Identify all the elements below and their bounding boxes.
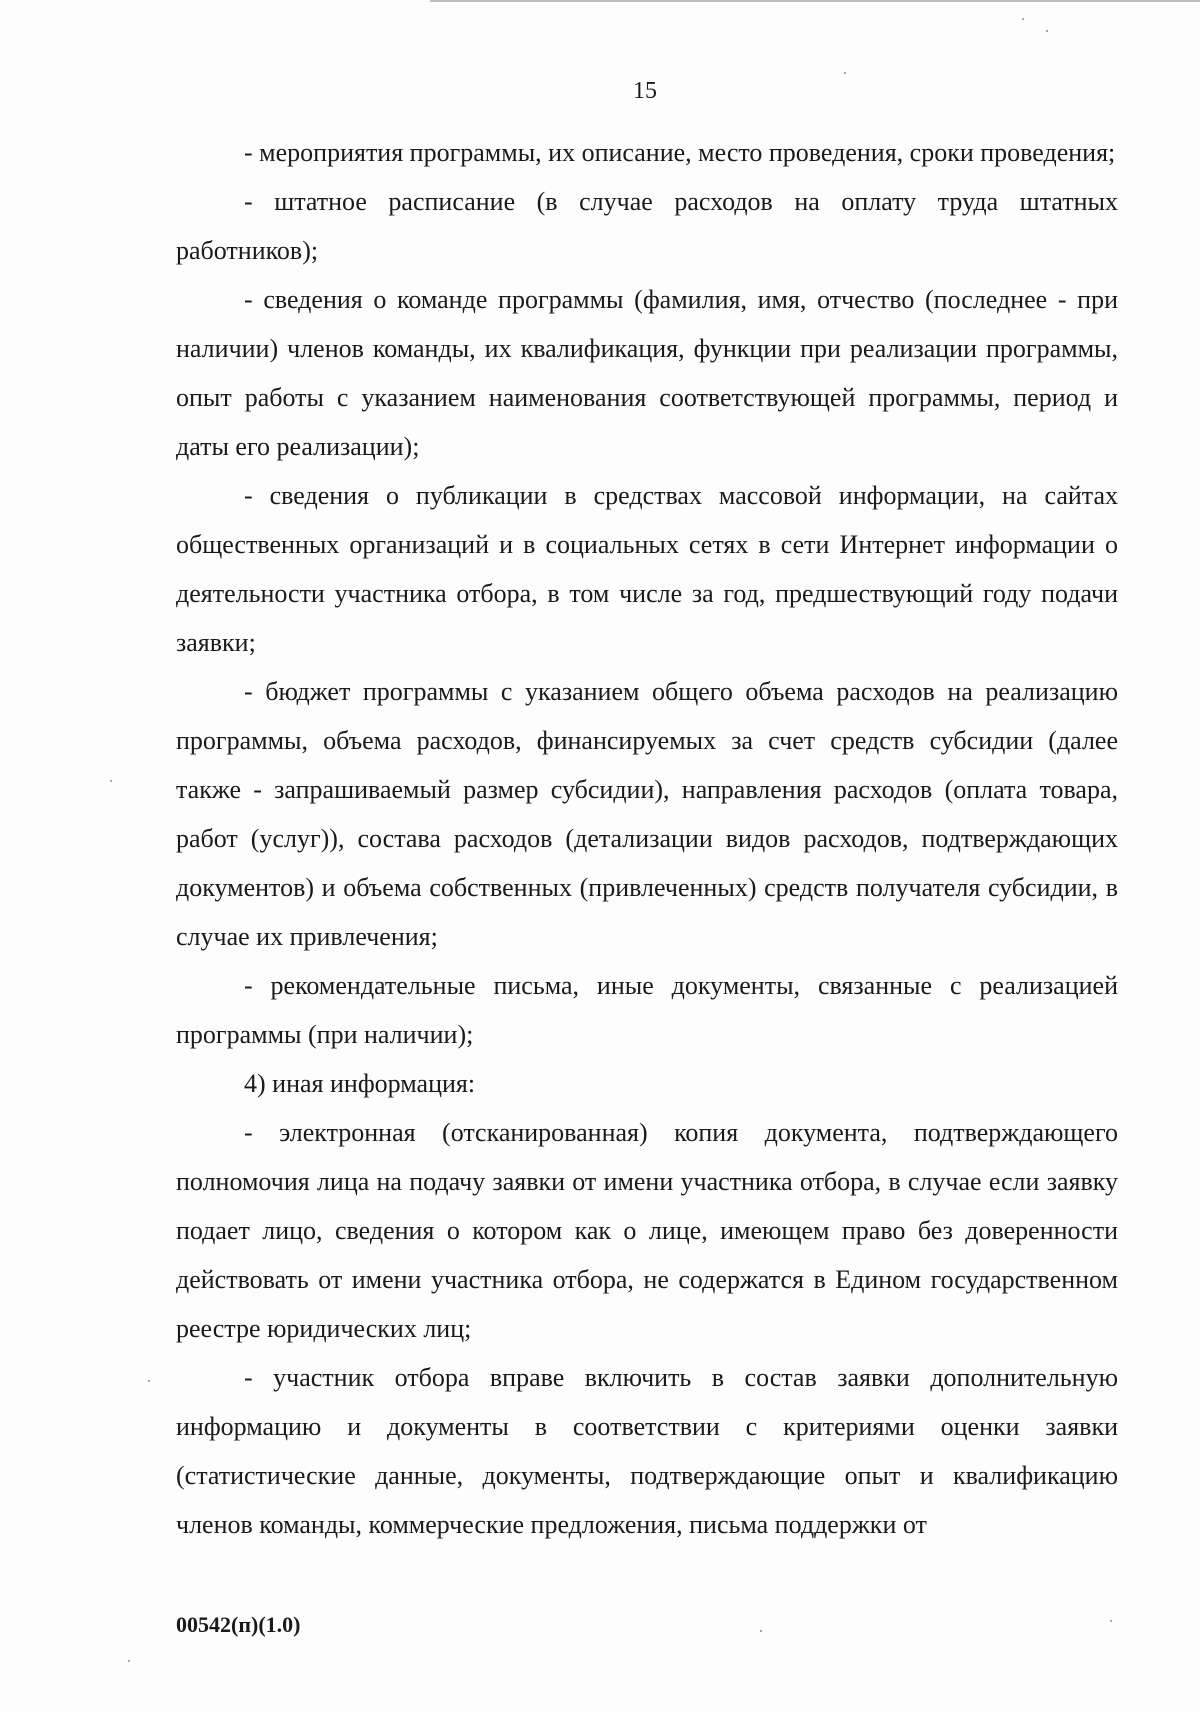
scan-speck (1046, 30, 1048, 32)
scan-speck (110, 780, 112, 782)
paragraph-recommendation-letters: - рекомендательные письма, иные документы, связанные с реализацией программы (при наличии); (176, 971, 1118, 1049)
document-body (176, 128, 1118, 1549)
paragraph-media-publications: - сведения о публикации в средствах массовой информации, на сайтах общественных организаций и в социальных сетях в сети Интернет информации о деятельности участника отбора, в том числе за год, предшествующий году подачи заявки; (176, 481, 1118, 657)
paragraph-authority-document: - электронная (отсканированная) копия документа, подтверждающего полномочия лица на подачу заявки от имени участника отбора, в случае если заявку подает лицо, сведения о котором как о лице, имеющем право без доверенности действовать от имени участника отбора, не содержатся в Едином государственном реестре юридических лиц; (176, 1118, 1118, 1343)
page-number: 15 (633, 78, 657, 104)
scan-speck (1110, 1620, 1112, 1622)
scan-speck (1022, 18, 1024, 20)
scan-speck (128, 1660, 130, 1662)
paragraph-program-budget: - бюджет программы с указанием общего объема расходов на реализацию программы, объема расходов, финансируемых за счет средств субсидии (далее также - запрашиваемый размер субсидии), направления расходов (оплата товара, работ (услуг)), состава расходов (детализации видов расходов, подтверждающих документов) и объема собственных (привлеченных) средств получателя субсидии, в случае их привлечения; (176, 677, 1118, 951)
scan-speck (760, 1630, 762, 1632)
scan-speck (844, 72, 846, 74)
scan-top-edge (430, 0, 1200, 2)
paragraph-other-info-heading: 4) иная информация: (244, 1069, 476, 1098)
paragraph-team-info: - сведения о команде программы (фамилия, имя, отчество (последнее - при наличии) членов команды, их квалификация, функции при реализации программы, опыт работы с указанием наименования соответствующей программы, период и даты его реализации); (176, 285, 1118, 461)
document-footer-code: 00542(п)(1.0) (176, 1612, 301, 1637)
paragraph-program-events: - мероприятия программы, их описание, место проведения, сроки проведения; (244, 138, 1116, 167)
scan-speck (148, 1380, 150, 1382)
paragraph-additional-documents: - участник отбора вправе включить в состав заявки дополнительную информацию и документы в соответствии с критериями оценки заявки (статистические данные, документы, подтверждающие опыт и квалификацию членов команды, коммерческие предложения, письма поддержки от (176, 1363, 1118, 1539)
paragraph-staff-schedule: - штатное расписание (в случае расходов на оплату труда штатных работников); (176, 187, 1118, 265)
